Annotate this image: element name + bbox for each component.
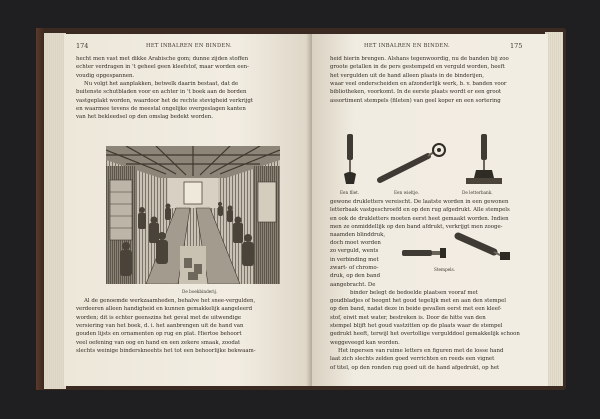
text-line: naamden blinddruk, <box>330 232 386 239</box>
text-line: vastgeplakt worden, waardoor het de rechte stevigheid verkrijgt <box>76 97 253 104</box>
letter-bank-illustration <box>460 134 508 188</box>
text-line: groote getallen in de pers gestempeld en verguld worden, heeft <box>330 64 505 71</box>
right-page <box>312 34 548 386</box>
text-line: stempel blijft het goud vastzitten op de plaats waar de stempel <box>330 323 503 330</box>
text-line: of titel, op den ronden rug goed uit de hand afgedrukt, op het <box>330 364 500 371</box>
text-line: verdeeren alleen handigheid en kunnen gemakkelijk aangeleerd <box>76 306 253 313</box>
text-line: hecht men vast met dikke Arabische gom; dunne zijden stoffen <box>76 56 249 62</box>
text-line: zo verguld, wents <box>330 248 379 255</box>
text-line: zwart- of chromo- <box>330 265 379 272</box>
text-line: gewone drukletters vereischt. De laatste worden in een gewonen <box>330 199 509 205</box>
text-line: Het inpersen van ruime letters en figuren met de losse hand <box>338 348 504 355</box>
book-cover-edge <box>36 28 44 390</box>
text-line: letterbaak vastgeschroefd en op den rug afgedrukt. Alle stempels <box>330 207 510 214</box>
engraving-illustration <box>106 146 280 284</box>
right-running-header: HET INBALREN EN BINDEN. <box>364 43 450 49</box>
text-line: weggeveegd kan worden. <box>330 339 400 346</box>
text-line: het vergulden uit de hand alleen plaats in de binderijen, <box>330 72 484 79</box>
left-running-header: HET INBALREN EN BINDEN. <box>146 43 232 49</box>
text-line: men ze onmiddellijk op den band afdrukt, verkrijgt men zoogе- <box>330 224 503 231</box>
engraving-caption: De boekbinderij. <box>182 289 218 294</box>
left-page <box>64 34 312 386</box>
text-line: stof, eiwit met water, bestreken is. Door de hitte van den <box>330 314 486 321</box>
left-paragraph-2 <box>76 297 298 355</box>
left-page-stack <box>44 33 66 389</box>
stamps-caption: Stempels. <box>434 267 455 272</box>
text-line: slechts weinige binderskneehts het tot een behoorlijke bekwaam- <box>76 348 256 355</box>
text-line: Nu volgt het aanplakken, betwelk daarin bestaat, dat de <box>84 81 239 88</box>
text-line: in verbinding met <box>330 256 379 263</box>
text-line: Al de genoemde werkzaamheden, behalve het snee-vergulden, <box>84 298 256 304</box>
text-line: en ook de drukletters moeten eerst heet gemaakt worden. Indien <box>330 215 509 222</box>
right-paragraph-3 <box>330 297 540 372</box>
filet-caption: Een filet. <box>340 190 360 195</box>
stamp-tool-2-illustration <box>454 230 514 264</box>
text-line: doch moet worden <box>330 240 381 246</box>
text-line: druk, op den band <box>330 273 381 280</box>
text-line: assortiment stempels (fileten) van geel koper en een sortering <box>330 97 501 104</box>
text-line: op den band, nadat deze in beide gevallen eerst met een kleef- <box>330 306 502 313</box>
text-line: binder belegt de bedoelde plaatsen vooraf met <box>350 290 478 296</box>
text-line: goudbladjes of beognt het goud tegelijk met en aan den stempel <box>330 298 507 304</box>
text-line: aangebracht. De <box>330 281 376 288</box>
text-line: worden; dit is echter geenszins het geval met de uitwendige <box>76 314 242 321</box>
text-line: voudig opgespannen. <box>76 72 135 79</box>
text-line: bibliotheken, voorkomt. In de eerste plaats wordt er een groot <box>330 89 502 96</box>
text-line: versiering van het boek, d. i. het aanbrengen uit de hand van <box>76 323 244 330</box>
bookbindery-engraving <box>106 146 280 284</box>
text-line: waar veel onderscheiden en afzonderlijk werk, b. v. banden voor <box>330 81 507 88</box>
right-paragraph-2-narrow <box>330 239 398 289</box>
wheel-tool-illustration <box>376 142 448 186</box>
text-line: echter verdragen in 't geheel geen kleefstof, maar worden een- <box>76 64 249 71</box>
letter-bank-caption: De letterbank. <box>462 190 493 195</box>
text-line: van het beklеedsel op den omslag bedekt worden. <box>76 114 213 121</box>
text-line: heid hierin brengen. Alshans tegenwoordig, nu de banden bij zoo <box>330 56 509 62</box>
text-line: veel oefening van oog en hand en een zekere smaak, zoodat <box>76 339 241 346</box>
right-page-number: 175 <box>510 42 523 50</box>
stamp-tool-1-illustration <box>400 242 450 264</box>
right-paragraph-1 <box>330 55 540 105</box>
text-line: gedrukt heeft, terwijl het overtollige vergulddoel gemakkelijk schoon <box>330 331 520 338</box>
left-paragraph-1 <box>76 55 298 122</box>
text-line: en waarmee tevens de meestal ongelijke overgeslagen kanten <box>76 106 246 113</box>
filet-tool-illustration <box>340 134 360 188</box>
left-page-number: 174 <box>76 42 89 50</box>
text-line: laat zich slechts zelden goed verrichten en reeds een vignet <box>330 356 495 363</box>
text-line: buitenste schutbladen voor en achter in 't boek aan de borden <box>76 89 247 96</box>
text-line: gouden lijsts en ornamenten op rug en plat. Hiertoe behoort <box>76 331 242 338</box>
wheel-caption: Een wieltje. <box>394 190 420 195</box>
